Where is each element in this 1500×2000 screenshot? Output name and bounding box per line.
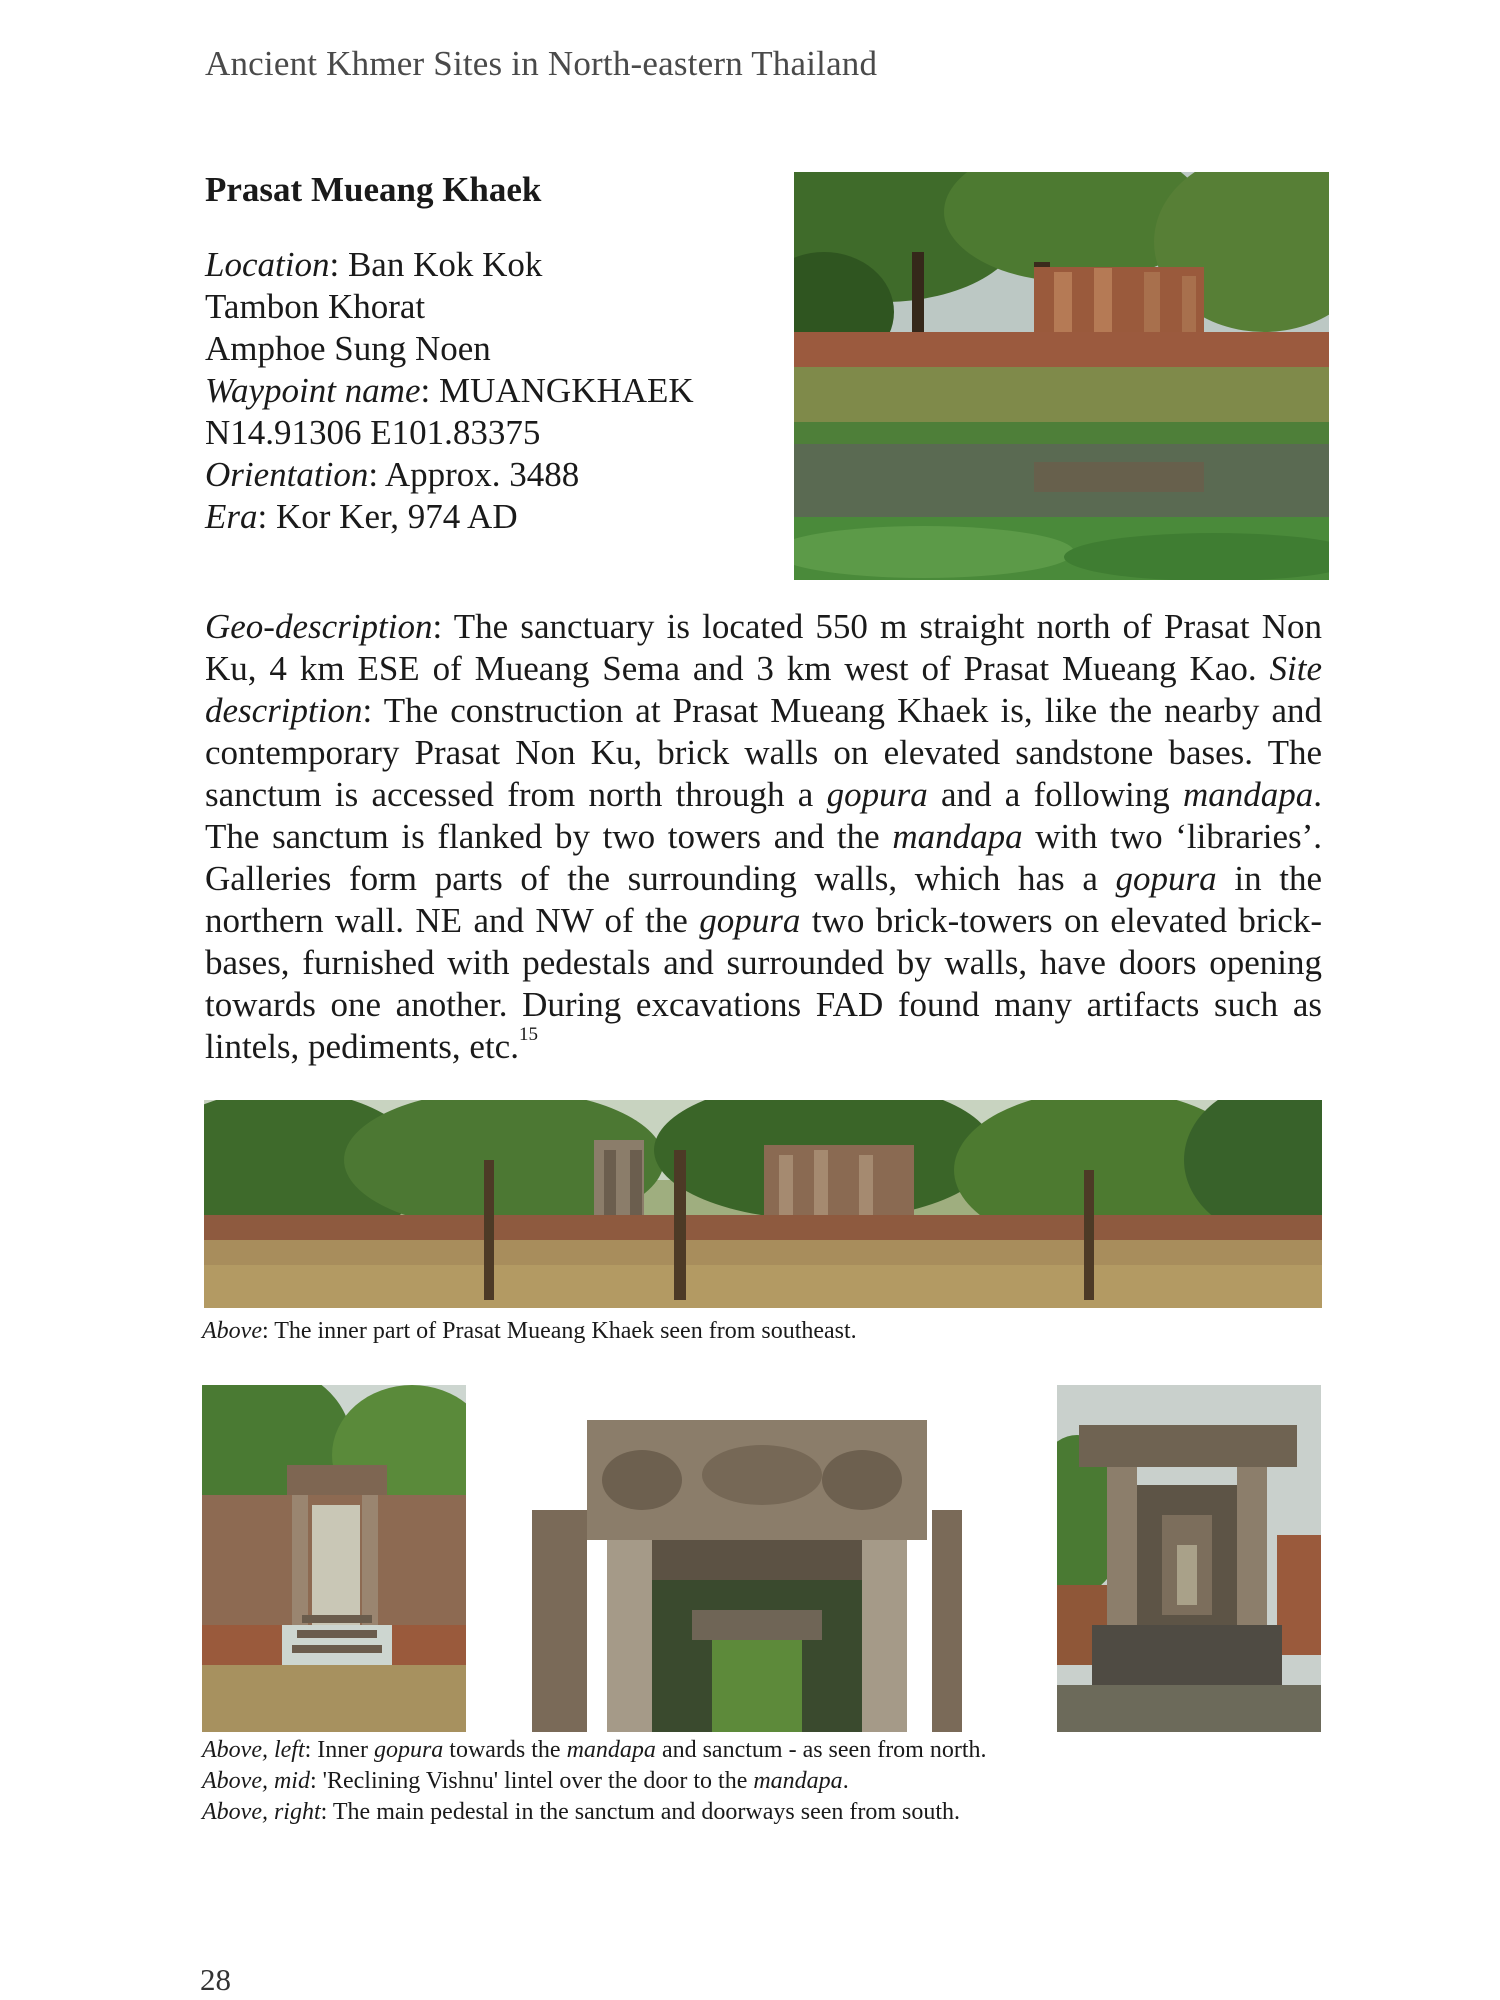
term-gopura: gopura bbox=[699, 901, 801, 940]
panorama-caption: Above: The inner part of Prasat Mueang Khaek seen from southeast. bbox=[202, 1318, 857, 1344]
mid-caption-text-2: . bbox=[842, 1768, 849, 1794]
location-line: Location: Ban Kok Kok bbox=[205, 245, 543, 284]
site-info-block bbox=[205, 244, 694, 538]
mid-caption-mandapa: mandapa bbox=[753, 1768, 843, 1794]
right-caption-label: Above, right bbox=[202, 1799, 321, 1825]
site-description-text-4: with two ‘libraries’. Galleries form parts of the surrounding walls, which has a bbox=[205, 817, 1323, 898]
location-line-2: Tambon Khorat bbox=[205, 287, 426, 326]
running-head: Ancient Khmer Sites in North-eastern Thailand bbox=[205, 44, 878, 83]
description-text bbox=[205, 606, 1322, 1068]
left-photo-caption: Above, left: Inner gopura towards the mandapa and sanctum - as seen from north. bbox=[202, 1737, 987, 1763]
site-description-text-2: and a following bbox=[940, 775, 1170, 814]
waypoint-value: MUANGKHAEK bbox=[438, 371, 694, 410]
site-description-text-1: The construction at Prasat Mueang Khaek is, like the nearby and contemporary Prasat Non Ku, brick walls on elevated sandstone bases. The sanctum is accessed from north through a bbox=[205, 691, 1323, 814]
geo-description-label: Geo-description bbox=[205, 607, 433, 646]
waypoint-line: Waypoint name: MUANGKHAEK bbox=[205, 371, 694, 410]
site-description-text-3: . The sanctum is flanked by two towers and the bbox=[205, 775, 1322, 856]
site-description-label: Site description bbox=[205, 649, 1322, 730]
orientation-value: Approx. 3488 bbox=[384, 455, 580, 494]
pond-ruins-photo bbox=[794, 172, 1329, 580]
main-pedestal-photo bbox=[1057, 1385, 1321, 1732]
location-line-1: Ban Kok Kok bbox=[347, 245, 543, 284]
geo-description-text: The sanctuary is located 550 m straight north of Prasat Non Ku, 4 km ESE of Mueang Sema and 3 km west of Prasat Mueang Kao. bbox=[205, 607, 1323, 688]
page-number: 28 bbox=[200, 1962, 231, 1997]
orientation-label: Orientation bbox=[205, 455, 369, 494]
term-gopura: gopura bbox=[1115, 859, 1217, 898]
coordinates: N14.91306 E101.83375 bbox=[205, 413, 541, 452]
inner-gopura-photo bbox=[202, 1385, 466, 1732]
era-value: Kor Ker, 974 AD bbox=[275, 497, 518, 536]
left-caption-text-3: and sanctum - as seen from north. bbox=[661, 1737, 987, 1763]
panorama-caption-label: Above bbox=[202, 1318, 262, 1344]
left-caption-text-2: towards the bbox=[449, 1737, 561, 1763]
term-mandapa: mandapa bbox=[1182, 775, 1314, 814]
mid-caption-text-1: 'Reclining Vishnu' lintel over the door to the bbox=[322, 1768, 748, 1794]
term-mandapa: mandapa bbox=[892, 817, 1023, 856]
left-caption-text-1: Inner bbox=[317, 1737, 368, 1763]
panorama-photo bbox=[204, 1100, 1322, 1308]
waypoint-label: Waypoint name bbox=[205, 371, 421, 410]
mid-caption-label: Above, mid bbox=[202, 1768, 310, 1794]
left-caption-label: Above, left bbox=[202, 1737, 305, 1763]
right-caption-text: The main pedestal in the sanctum and doorways seen from south. bbox=[332, 1799, 961, 1825]
right-photo-caption: Above, right: The main pedestal in the sanctum and doorways seen from south. bbox=[202, 1799, 961, 1825]
site-description-text-5: in the northern wall. NE and NW of the bbox=[205, 859, 1322, 940]
location-label: Location bbox=[205, 245, 330, 284]
site-title: Prasat Mueang Khaek bbox=[205, 170, 542, 209]
era-line: Era: Kor Ker, 974 AD bbox=[205, 497, 518, 536]
geo-description-paragraph: Geo-description: The sanctuary is located 550 m straight north of Prasat Non Ku, 4 km ESE of Mueang Sema and 3 km west of Prasat Mueang Kao. Site description: The construction at Prasat Mueang Khaek is, like the nearby and contemporary Prasat Non Ku, brick walls on elevated sandstone bases. The sanctum is accessed from north through a gopura and a following mandapa. The sanctum is flanked by two towers and the mandapa with two ‘libraries’. Galleries form parts of the surrounding walls, which has a gopura in the northern wall. NE and NW of the gopura two brick-towers on elevated brick-bases, furnished with pedestals and surrounded by walls, have doors opening towards one another. During excavations FAD found many artifacts such as lintels, pediments, etc.$^{15}$ bbox=[205, 607, 1323, 1066]
orientation-line: Orientation: Approx. 3488 bbox=[205, 455, 580, 494]
mid-photo-caption: Above, mid: 'Reclining Vishnu' lintel over the door to the mandapa. bbox=[202, 1768, 849, 1794]
era-label: Era bbox=[205, 497, 258, 536]
footnote-marker: 15 bbox=[518, 1024, 538, 1045]
location-line-3: Amphoe Sung Noen bbox=[205, 329, 491, 368]
left-caption-mandapa: mandapa bbox=[566, 1737, 656, 1763]
vishnu-lintel-photo bbox=[532, 1420, 962, 1732]
panorama-caption-text: The inner part of Prasat Mueang Khaek seen from southeast. bbox=[274, 1318, 857, 1344]
term-gopura: gopura bbox=[826, 775, 928, 814]
left-caption-gopura: gopura bbox=[373, 1737, 444, 1763]
site-description-text-6: two brick-towers on elevated brick-bases, furnished with pedestals and surrounded by walls, have doors opening towards one another. During excavations FAD found many artifacts such as lintels, pediments, etc. bbox=[205, 901, 1322, 1066]
